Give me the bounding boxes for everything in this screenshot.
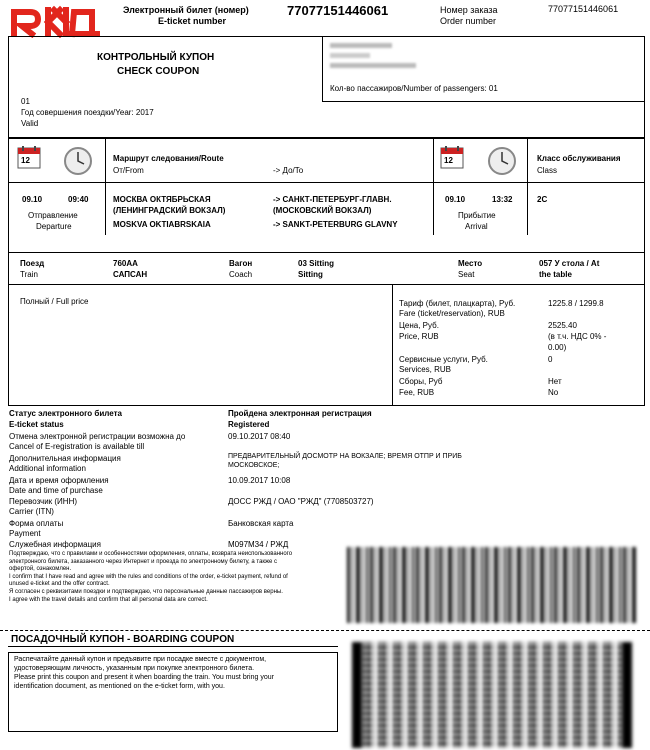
year-line: Год совершения поездки/Year: 2017 [21,108,154,117]
boarding-title: ПОСАДОЧНЫЙ КУПОН - BOARDING COUPON [11,634,235,645]
from-station-ru: МОСКВА ОКТЯБРЬСКАЯ [113,195,211,204]
price-value: 2525.40 [548,321,577,330]
price-label-en: Price, RUB [399,332,439,341]
carrier-value: ДОСС РЖД / ОАО "РЖД" (7708503727) [228,497,374,506]
barcode-2d [352,642,632,748]
boarding-line: удостоверяющим личность, указанным при покупке электронного билета. [14,665,255,672]
coach-label-ru: Вагон [229,259,253,268]
purchase-label-ru: Дата и время оформления [9,476,109,485]
additional-label-ru: Дополнительная информация [9,454,121,463]
status-label-en: E-ticket status [9,420,64,429]
boarding-line: Распечатайте данный купон и предъявите при посадке вместе с документом, [14,656,267,663]
arrival-time: 13:32 [492,195,513,204]
boarding-instructions [14,655,274,691]
status-value-ru: Пройдена электронная регистрация [228,409,372,418]
vat-line-2: 0.00) [548,343,567,352]
train-label-ru: Поезд [20,259,45,268]
order-label-ru: Номер заказа [440,5,498,15]
train-label-en: Train [20,270,38,279]
coach-value-2: Sitting [298,270,323,279]
ticket-label-ru: Электронный билет (номер) [123,5,249,15]
calendar-icon [440,145,464,169]
fee-value-en: No [548,388,559,397]
services-label-ru: Сервисные услуги, Руб. [399,355,488,364]
departure-label-ru: Отправление [28,211,78,220]
class-value: 2С [537,195,548,204]
payment-label-en: Payment [9,529,41,538]
purchase-value: 10.09.2017 10:08 [228,476,291,485]
tariff-label-en: Fare (ticket/reservation), RUB [399,309,505,318]
departure-label-en: Departure [36,222,72,231]
coach-value: 03 Sitting [298,259,335,268]
legal-line: Я согласен с реквизитами поездки и подтверждаю, что персональные данные пассажиров верны. [9,588,283,595]
services-label-en: Services, RUB [399,365,452,374]
arrival-label-en: Arrival [465,222,488,231]
order-label-en: Order number [440,16,497,26]
check-title-ru: КОНТРОЛЬНЫЙ КУПОН [97,52,215,63]
status-label-ru: Статус электронного билета [9,409,122,418]
seat-value: 057 У стола / At [539,259,600,268]
arrival-label-ru: Прибытие [458,211,496,220]
route-label: Маршрут следования/Route [113,154,224,163]
to-station-en: -> SANKT-PETERBURG GLAVNY [273,220,398,229]
legal-line: I agree with the travel details and confirm that all personal data are correct. [9,596,208,603]
additional-value-2: МОСКОВСКОЕ; [228,462,280,469]
purchase-label-en: Date and time of purchase [9,486,103,495]
to-label: -> До/To [273,166,304,175]
seat-value-2: the table [539,270,572,279]
services-value: 0 [548,355,553,364]
order-number: 77077151446061 [548,4,619,14]
departure-time: 09:40 [68,195,89,204]
check-title-en: CHECK COUPON [117,66,200,77]
to-station-ru: -> САНКТ-ПЕТЕРБУРГ-ГЛАВН. [273,195,392,204]
vat-line-1: (в т.ч. НДС 0% - [548,332,607,341]
carrier-label-ru: Перевозчик (ИНН) [9,497,78,506]
tariff-value: 1225.8 / 1299.8 [548,299,604,308]
fee-value-ru: Нет [548,377,562,386]
legal-line: электронного билета, заказанного через Интернет и проезда по электронному билету, а также с [9,558,278,565]
valid-label: Valid [21,119,39,128]
seat-label-ru: Место [458,259,483,268]
rzd-logo [8,4,100,38]
svg-text:12: 12 [21,156,30,165]
legal-line: Подтверждаю, что с правилами и особенностями оформления, оплаты, возврата неиспользованного [9,551,293,557]
calendar-icon [17,145,41,169]
status-value-en: Registered [228,420,270,429]
coupon-index: 01 [21,97,30,106]
payment-label-ru: Форма оплаты [9,519,64,528]
from-label: От/From [113,166,144,175]
legal-line: unused e-ticket and the offer contract. [9,581,110,588]
carrier-label-en: Carrier (ITN) [9,507,54,516]
tariff-label-ru: Тариф (билет, плацкарта), Руб. [399,299,516,308]
additional-value-1: ПРЕДВАРИТЕЛЬНЫЙ ДОСМОТР НА ВОКЗАЛЕ; ВРЕМЯ ОТПР И ПРИБ [228,453,462,460]
ticket-label-en: E-ticket number [158,16,227,26]
cancel-label-ru: Отмена электронной регистрации возможна до [9,432,186,441]
boarding-line: identification document, as mentioned on the e-ticket form, with you. [14,683,225,690]
clock-icon [63,146,93,176]
coach-label-en: Coach [229,270,253,279]
ticket-number: 77077151446061 [287,3,389,18]
fee-label-en: Fee, RUB [399,388,435,397]
clock-icon [487,146,517,176]
class-label-ru: Класс обслуживания [537,154,621,163]
train-name: САПСАН [113,270,148,279]
service-info-label: Служебная информация [9,540,101,549]
full-price: Полный / Full price [20,297,89,306]
price-label-ru: Цена, Руб. [399,321,439,330]
cancel-value: 09.10.2017 08:40 [228,432,291,441]
service-info-value: М097М34 / РЖД [228,540,289,549]
seat-label-en: Seat [458,270,475,279]
cancel-label-en: Cancel of E-registration is available till [9,442,145,451]
fee-label-ru: Сборы, Руб [399,377,443,386]
passenger-count: Кол-во пассажиров/Number of passengers: 01 [330,84,498,93]
svg-text:12: 12 [444,156,453,165]
barcode-1d [347,547,637,623]
legal-text [9,551,292,604]
to-station-ru-2: (МОСКОВСКИЙ ВОКЗАЛ) [273,206,372,215]
legal-line: офертой, ознакомлен. [9,566,72,573]
passenger-data-redacted [330,43,420,75]
from-station-en: MOSKVA OKTIABRSKAIA [113,220,211,229]
class-label-en: Class [537,166,558,175]
legal-line: I confirm that I have read and agree with the rules and conditions of the order, e-ticket payment, refund of [9,573,288,580]
from-station-ru-2: (ЛЕНИНГРАДСКИЙ ВОКЗАЛ) [113,206,226,215]
departure-date: 09.10 [22,195,43,204]
train-number: 760АА [113,259,138,268]
arrival-date: 09.10 [445,195,466,204]
boarding-line: Please print this coupon and present it when boarding the train. You must bring your [14,674,274,681]
payment-value: Банковская карта [228,519,294,528]
additional-label-en: Additional information [9,464,86,473]
